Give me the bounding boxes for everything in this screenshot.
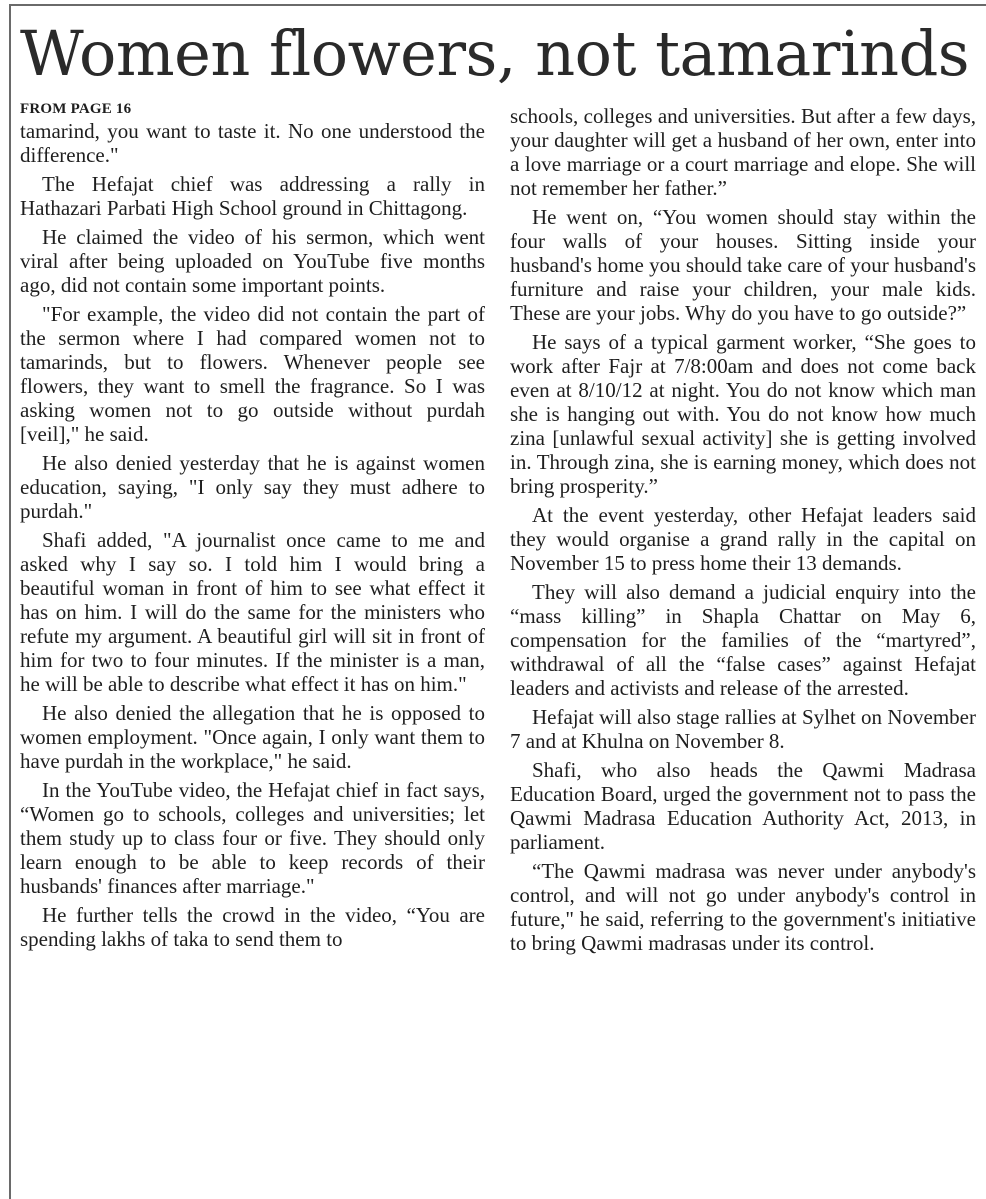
left-column <box>20 100 485 956</box>
paragraph: Hefajat will also stage rallies at Sylhet on November 7 and at Khulna on November 8. <box>510 705 976 753</box>
paragraph: He also denied the allegation that he is opposed to women employment. "Once again, I only want them to have purdah in the workplace," he said. <box>20 701 485 773</box>
paragraph: He further tells the crowd in the video, “You are spending lakhs of taka to send them to <box>20 903 485 951</box>
paragraph: "For example, the video did not contain the part of the sermon where I had compared women not to tamarinds, but to flowers. Whenever people see flowers, they want to smell the fragrance. So I was asking women not to go outside without purdah [veil]," he said. <box>20 302 485 446</box>
paragraph: He also denied yesterday that he is against women education, saying, "I only say they must adhere to purdah." <box>20 451 485 523</box>
paragraph: Shafi, who also heads the Qawmi Madrasa Education Board, urged the government not to pass the Qawmi Madrasa Education Authority Act, 2013, in parliament. <box>510 758 976 854</box>
paragraph: He claimed the video of his sermon, which went viral after being uploaded on YouTube five months ago, did not contain some important points. <box>20 225 485 297</box>
headline: Women flowers, not tamarinds <box>20 17 970 90</box>
left-rule <box>9 4 11 1199</box>
paragraph: schools, colleges and universities. But after a few days, your daughter will get a husband of her own, enter into a love marriage or a court marriage and elope. She will not remember her father.” <box>510 104 976 200</box>
paragraph: Shafi added, "A journalist once came to me and asked why I say so. I told him I would bring a beautiful woman in front of him to see what effect it has on him. I will do the same for the ministers who refute my argument. A beautiful girl will sit in front of him for two to four minutes. If the minister is a man, he will be able to describe what effect it has on him." <box>20 528 485 696</box>
right-column <box>510 104 976 960</box>
paragraph: tamarind, you want to taste it. No one understood the difference." <box>20 119 485 167</box>
top-rule <box>9 4 986 6</box>
paragraph: He says of a typical garment worker, “She goes to work after Fajr at 7/8:00am and does not come back even at 8/10/12 at night. You do not know which man she is hanging out with. You do not know how much zina [unlawful sexual activity] she is getting involved in. Through zina, she is earning money, which does not bring prosperity.” <box>510 330 976 498</box>
paragraph: At the event yesterday, other Hefajat leaders said they would organise a grand rally in the capital on November 15 to press home their 13 demands. <box>510 503 976 575</box>
paragraph: The Hefajat chief was addressing a rally in Hathazari Parbati High School ground in Chittagong. <box>20 172 485 220</box>
paragraph: They will also demand a judicial enquiry into the “mass killing” in Shapla Chattar on May 6, compensation for the families of the “martyred”, withdrawal of all the “false cases” against Hefajat leaders and activists and release of the arrested. <box>510 580 976 700</box>
continued-from-label: FROM PAGE 16 <box>20 101 132 117</box>
paragraph: “The Qawmi madrasa was never under anybody's control, and will not go under anybody's control in future," he said, referring to the government's initiative to bring Qawmi madrasas under its control. <box>510 859 976 955</box>
paragraph: He went on, “You women should stay within the four walls of your houses. Sitting inside your husband's home you should take care of your husband's furniture and raise your children, your male kids. These are your jobs. Why do you have to go outside?” <box>510 205 976 325</box>
paragraph: In the YouTube video, the Hefajat chief in fact says, “Women go to schools, colleges and universities; let them study up to class four or five. They should only learn enough to be able to keep records of their husbands' finances after marriage." <box>20 778 485 898</box>
